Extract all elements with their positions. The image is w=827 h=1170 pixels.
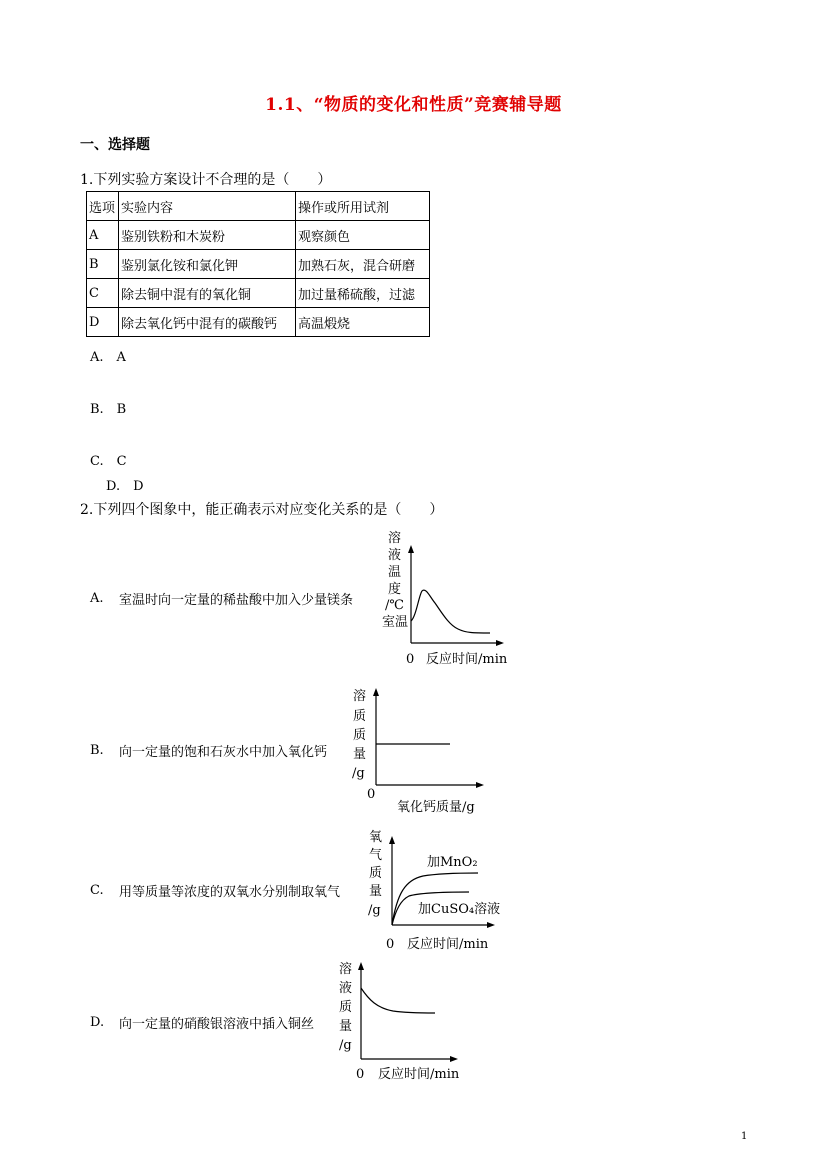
question-1-stem: 1.下列实验方案设计不合理的是（ ） bbox=[80, 172, 332, 188]
graph-b-xlabel: 氧化钙质量/g bbox=[397, 800, 475, 815]
question-1-option-a: A. A bbox=[90, 350, 126, 365]
table-row bbox=[87, 279, 430, 308]
question-1-option-c: C. C bbox=[90, 454, 127, 469]
graph-b-y-arrow bbox=[373, 688, 379, 696]
graph-c-ylabel-1: 氧 bbox=[369, 830, 383, 845]
graph-d-ylabel-3: 质 bbox=[339, 1000, 353, 1015]
table-cell: 高温煅烧 bbox=[296, 308, 430, 337]
page-number: 1 bbox=[741, 1131, 748, 1142]
table-cell: 加过量稀硫酸，过滤 bbox=[296, 279, 430, 308]
page-title: 1.1、“物质的变化和性质”竞赛辅导题 bbox=[265, 95, 562, 115]
question-1-option-d: D. D bbox=[106, 479, 144, 494]
question-1-option-b: B. B bbox=[90, 402, 127, 417]
graph-a-ylabel-2: 液 bbox=[388, 548, 402, 563]
graph-c-yunit: /g bbox=[368, 903, 381, 918]
graph-d-ylabel-1: 溶 bbox=[339, 962, 353, 977]
question-1-table bbox=[86, 191, 430, 337]
graph-c-ylabel-3: 质 bbox=[369, 866, 383, 881]
graph-a-x-arrow bbox=[496, 640, 504, 646]
question-2-option-a-text: 室温时向一定量的稀盐酸中加入少量镁条 bbox=[119, 593, 354, 608]
graph-a-ylabel-1: 溶 bbox=[388, 531, 402, 546]
graph-d bbox=[335, 956, 470, 1088]
graph-a-ystart: 室温 bbox=[382, 615, 409, 630]
graph-c-y-arrow bbox=[389, 836, 395, 844]
table-cell: 实验内容 bbox=[119, 192, 296, 221]
graph-c-curve-1-label: 加MnO₂ bbox=[427, 855, 478, 870]
graph-d-y-arrow bbox=[358, 962, 364, 970]
graph-c-curve-2-label: 加CuSO₄溶液 bbox=[418, 902, 501, 917]
table-cell: A bbox=[87, 221, 119, 250]
question-2-stem: 2.下列四个图象中，能正确表示对应变化关系的是（ ） bbox=[80, 502, 444, 518]
graph-b-ylabel-1: 溶 bbox=[353, 689, 367, 704]
table-row bbox=[87, 308, 430, 337]
graph-c-x-arrow bbox=[487, 922, 495, 928]
question-2-option-c-text: 用等质量等浓度的双氧水分别制取氧气 bbox=[119, 885, 341, 900]
question-2-option-a-label: A. bbox=[90, 591, 104, 606]
graph-a-y-arrow bbox=[408, 545, 414, 553]
graph-c bbox=[363, 824, 513, 954]
graph-d-yunit: /g bbox=[339, 1038, 352, 1053]
graph-d-ylabel-2: 液 bbox=[339, 981, 353, 996]
graph-a-ylabel-4: 度 bbox=[388, 582, 402, 597]
table-cell: 除去铜中混有的氧化铜 bbox=[119, 279, 296, 308]
graph-a-ylabel-3: 温 bbox=[388, 565, 402, 580]
graph-a-origin: 0 bbox=[406, 652, 415, 667]
graph-b-origin: 0 bbox=[367, 787, 376, 802]
graph-b-yunit: /g bbox=[352, 766, 365, 781]
graph-d-origin: 0 bbox=[356, 1067, 365, 1082]
graph-d-ylabel-4: 量 bbox=[339, 1019, 353, 1034]
graph-a-curve bbox=[411, 590, 490, 633]
graph-d-x-arrow bbox=[450, 1056, 458, 1062]
graph-d-xlabel: 反应时间/min bbox=[378, 1067, 460, 1082]
graph-b-ylabel-2: 质 bbox=[353, 709, 367, 724]
table-cell: D bbox=[87, 308, 119, 337]
question-2-option-d-text: 向一定量的硝酸银溶液中插入铜丝 bbox=[119, 1017, 315, 1032]
graph-b-ylabel-4: 量 bbox=[353, 747, 367, 762]
graph-b bbox=[345, 680, 495, 820]
graph-a-xlabel: 反应时间/min bbox=[426, 652, 508, 667]
table-cell: 除去氧化钙中混有的碳酸钙 bbox=[119, 308, 296, 337]
graph-c-origin: 0 bbox=[386, 937, 395, 952]
graph-a bbox=[378, 525, 510, 670]
table-cell: 鉴别铁粉和木炭粉 bbox=[119, 221, 296, 250]
graph-b-x-arrow bbox=[476, 782, 484, 788]
table-row bbox=[87, 250, 430, 279]
table-cell: 加熟石灰，混合研磨 bbox=[296, 250, 430, 279]
graph-a-yunit: /℃ bbox=[385, 598, 404, 613]
table-cell: B bbox=[87, 250, 119, 279]
table-cell: C bbox=[87, 279, 119, 308]
section-heading: 一、选择题 bbox=[80, 137, 150, 153]
question-2-option-d-label: D. bbox=[90, 1015, 105, 1030]
table-cell: 观察颜色 bbox=[296, 221, 430, 250]
question-2-option-b-text: 向一定量的饱和石灰水中加入氧化钙 bbox=[119, 745, 328, 760]
graph-c-ylabel-4: 量 bbox=[369, 884, 383, 899]
graph-d-curve bbox=[361, 988, 435, 1013]
table-cell: 选项 bbox=[87, 192, 119, 221]
graph-c-ylabel-2: 气 bbox=[369, 848, 383, 863]
table-header-row bbox=[87, 192, 430, 221]
table-cell: 鉴别氯化铵和氯化钾 bbox=[119, 250, 296, 279]
table-row bbox=[87, 221, 430, 250]
question-2-option-b-label: B. bbox=[90, 743, 104, 758]
graph-b-ylabel-3: 质 bbox=[353, 728, 367, 743]
table-cell: 操作或所用试剂 bbox=[296, 192, 430, 221]
graph-c-xlabel: 反应时间/min bbox=[407, 937, 489, 952]
question-2-option-c-label: C. bbox=[90, 883, 104, 898]
